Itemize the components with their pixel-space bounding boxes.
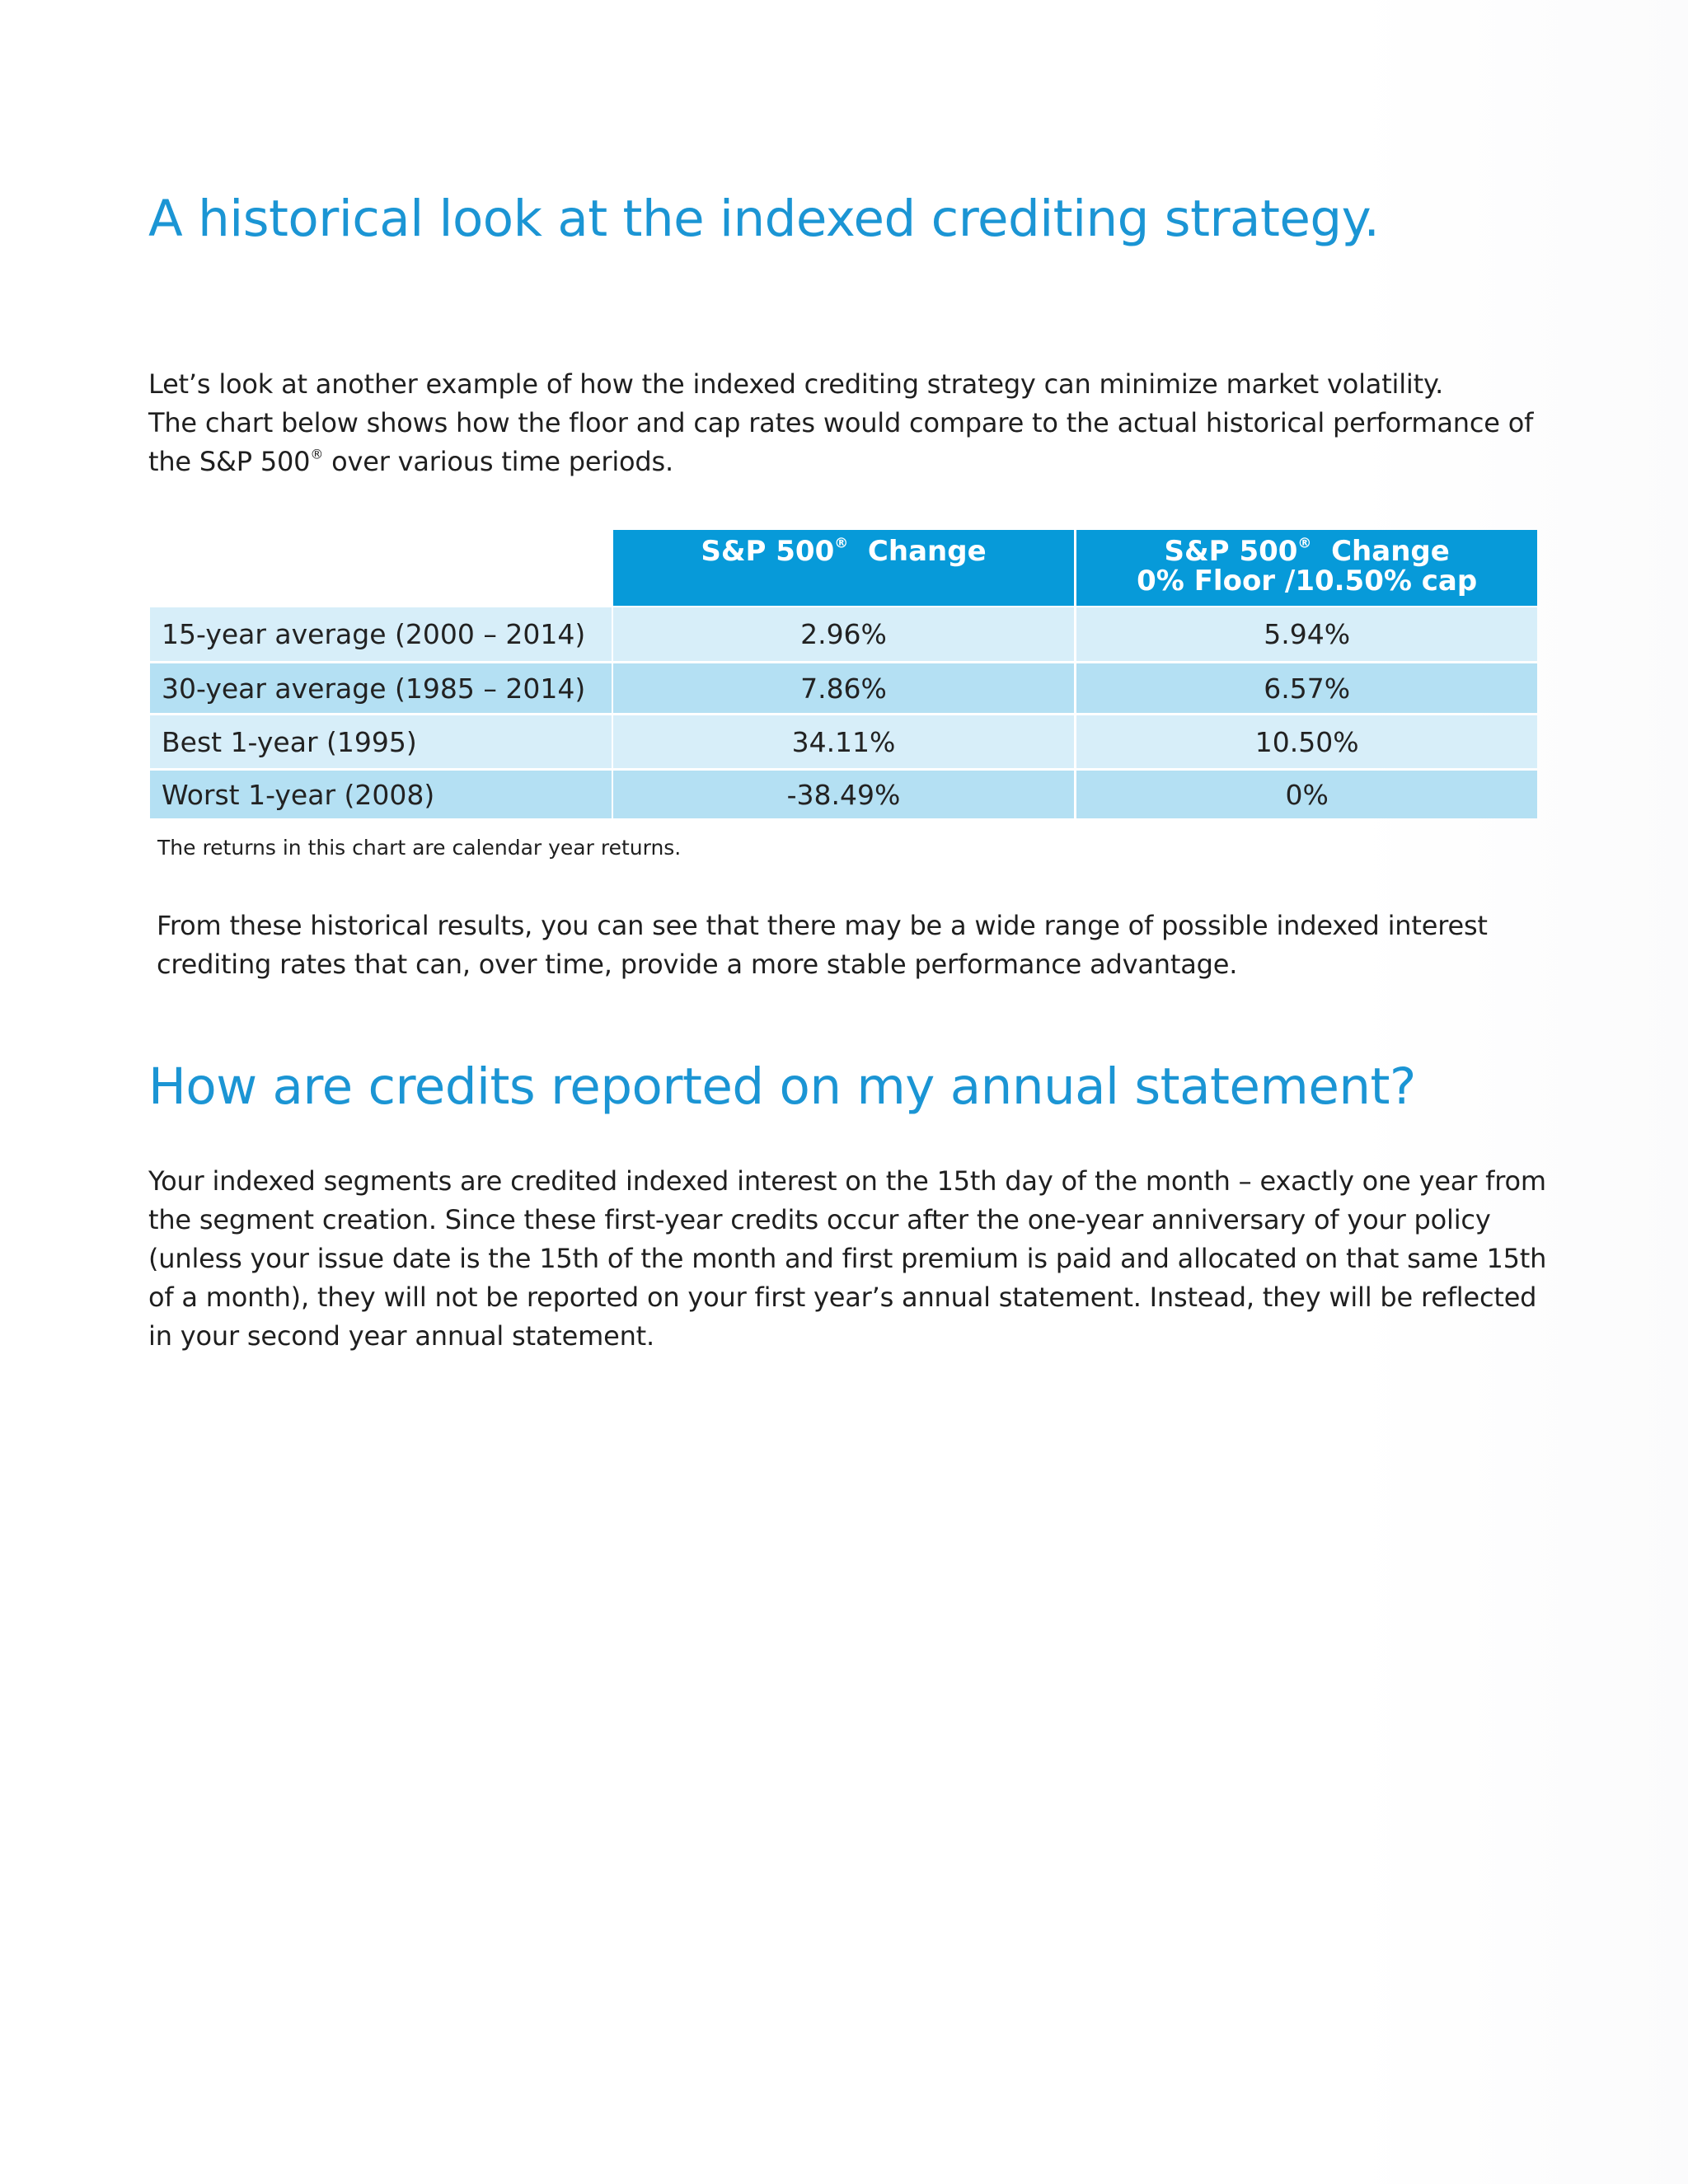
header-line [1076,537,1537,566]
credits-line: Your indexed segments are credited indexed interest on the 15th day of the month – exactly one year from [148,1165,1546,1197]
credits-paragraph [148,1162,1550,1356]
intro-line [148,443,1550,481]
registered-mark: ® [310,446,324,462]
table-row [150,715,1537,768]
credits-line: of a month), they will not be reported on your first year’s annual statement. Instead, they will be reflected [148,1282,1537,1313]
floor-cap-value: 10.50% [1076,715,1537,768]
intro-line-tail: over various time periods. [323,446,673,477]
registered-mark: ® [1297,535,1312,552]
header-line-2: 0% Floor /10.50% cap [1137,565,1478,598]
registered-mark: ® [834,535,849,552]
sp500-change-value: 34.11% [613,715,1075,768]
floor-cap-value: 0% [1076,771,1537,818]
intro-paragraph [148,365,1550,481]
credits-line: the segment creation. Since these first-year credits occur after the one-year anniversary of your policy [148,1204,1491,1235]
header-line [613,537,1075,566]
sp500-change-value: 7.86% [613,663,1075,713]
floor-cap-value: 5.94% [1076,607,1537,661]
row-label: 15-year average (2000 – 2014) [150,607,612,661]
sp500-text: the S&P 500 [148,446,311,477]
header-text: Change [848,535,987,568]
returns-table [150,530,1537,818]
row-label: 30-year average (1985 – 2014) [150,663,612,713]
header-text: S&P 500 [701,535,835,568]
section-title-credits: How are credits reported on my annual statement? [148,1057,1416,1116]
table-row [150,607,1537,661]
sp500-change-value: 2.96% [613,607,1075,661]
table-row [150,663,1537,713]
history-line: From these historical results, you can see that there may be a wide range of possible indexed interest [157,910,1488,941]
table-row [150,771,1537,818]
history-paragraph [157,907,1558,984]
table-header-row [150,530,1537,606]
header-text: S&P 500 [1164,535,1298,568]
sp500-change-value: -38.49% [613,771,1075,818]
history-line: crediting rates that can, over time, provide a more stable performance advantage. [157,949,1238,980]
table-header-blank [150,530,612,606]
header-text: Change [1311,535,1450,568]
table-footnote: The returns in this chart are calendar year returns. [157,836,682,860]
row-label: Worst 1-year (2008) [150,771,612,818]
credits-line: (unless your issue date is the 15th of the month and first premium is paid and allocated on that same 15th [148,1243,1547,1274]
intro-line: Let’s look at another example of how the indexed crediting strategy can minimize market volatility. [148,368,1444,400]
row-label: Best 1-year (1995) [150,715,612,768]
floor-cap-value: 6.57% [1076,663,1537,713]
intro-line: The chart below shows how the floor and cap rates would compare to the actual historical performance of [148,407,1534,438]
header-floor-cap-change [1076,530,1537,606]
credits-line: in your second year annual statement. [148,1320,654,1352]
section-title-historical: A historical look at the indexed crediting strategy. [148,190,1380,248]
header-sp500-change [613,530,1075,606]
